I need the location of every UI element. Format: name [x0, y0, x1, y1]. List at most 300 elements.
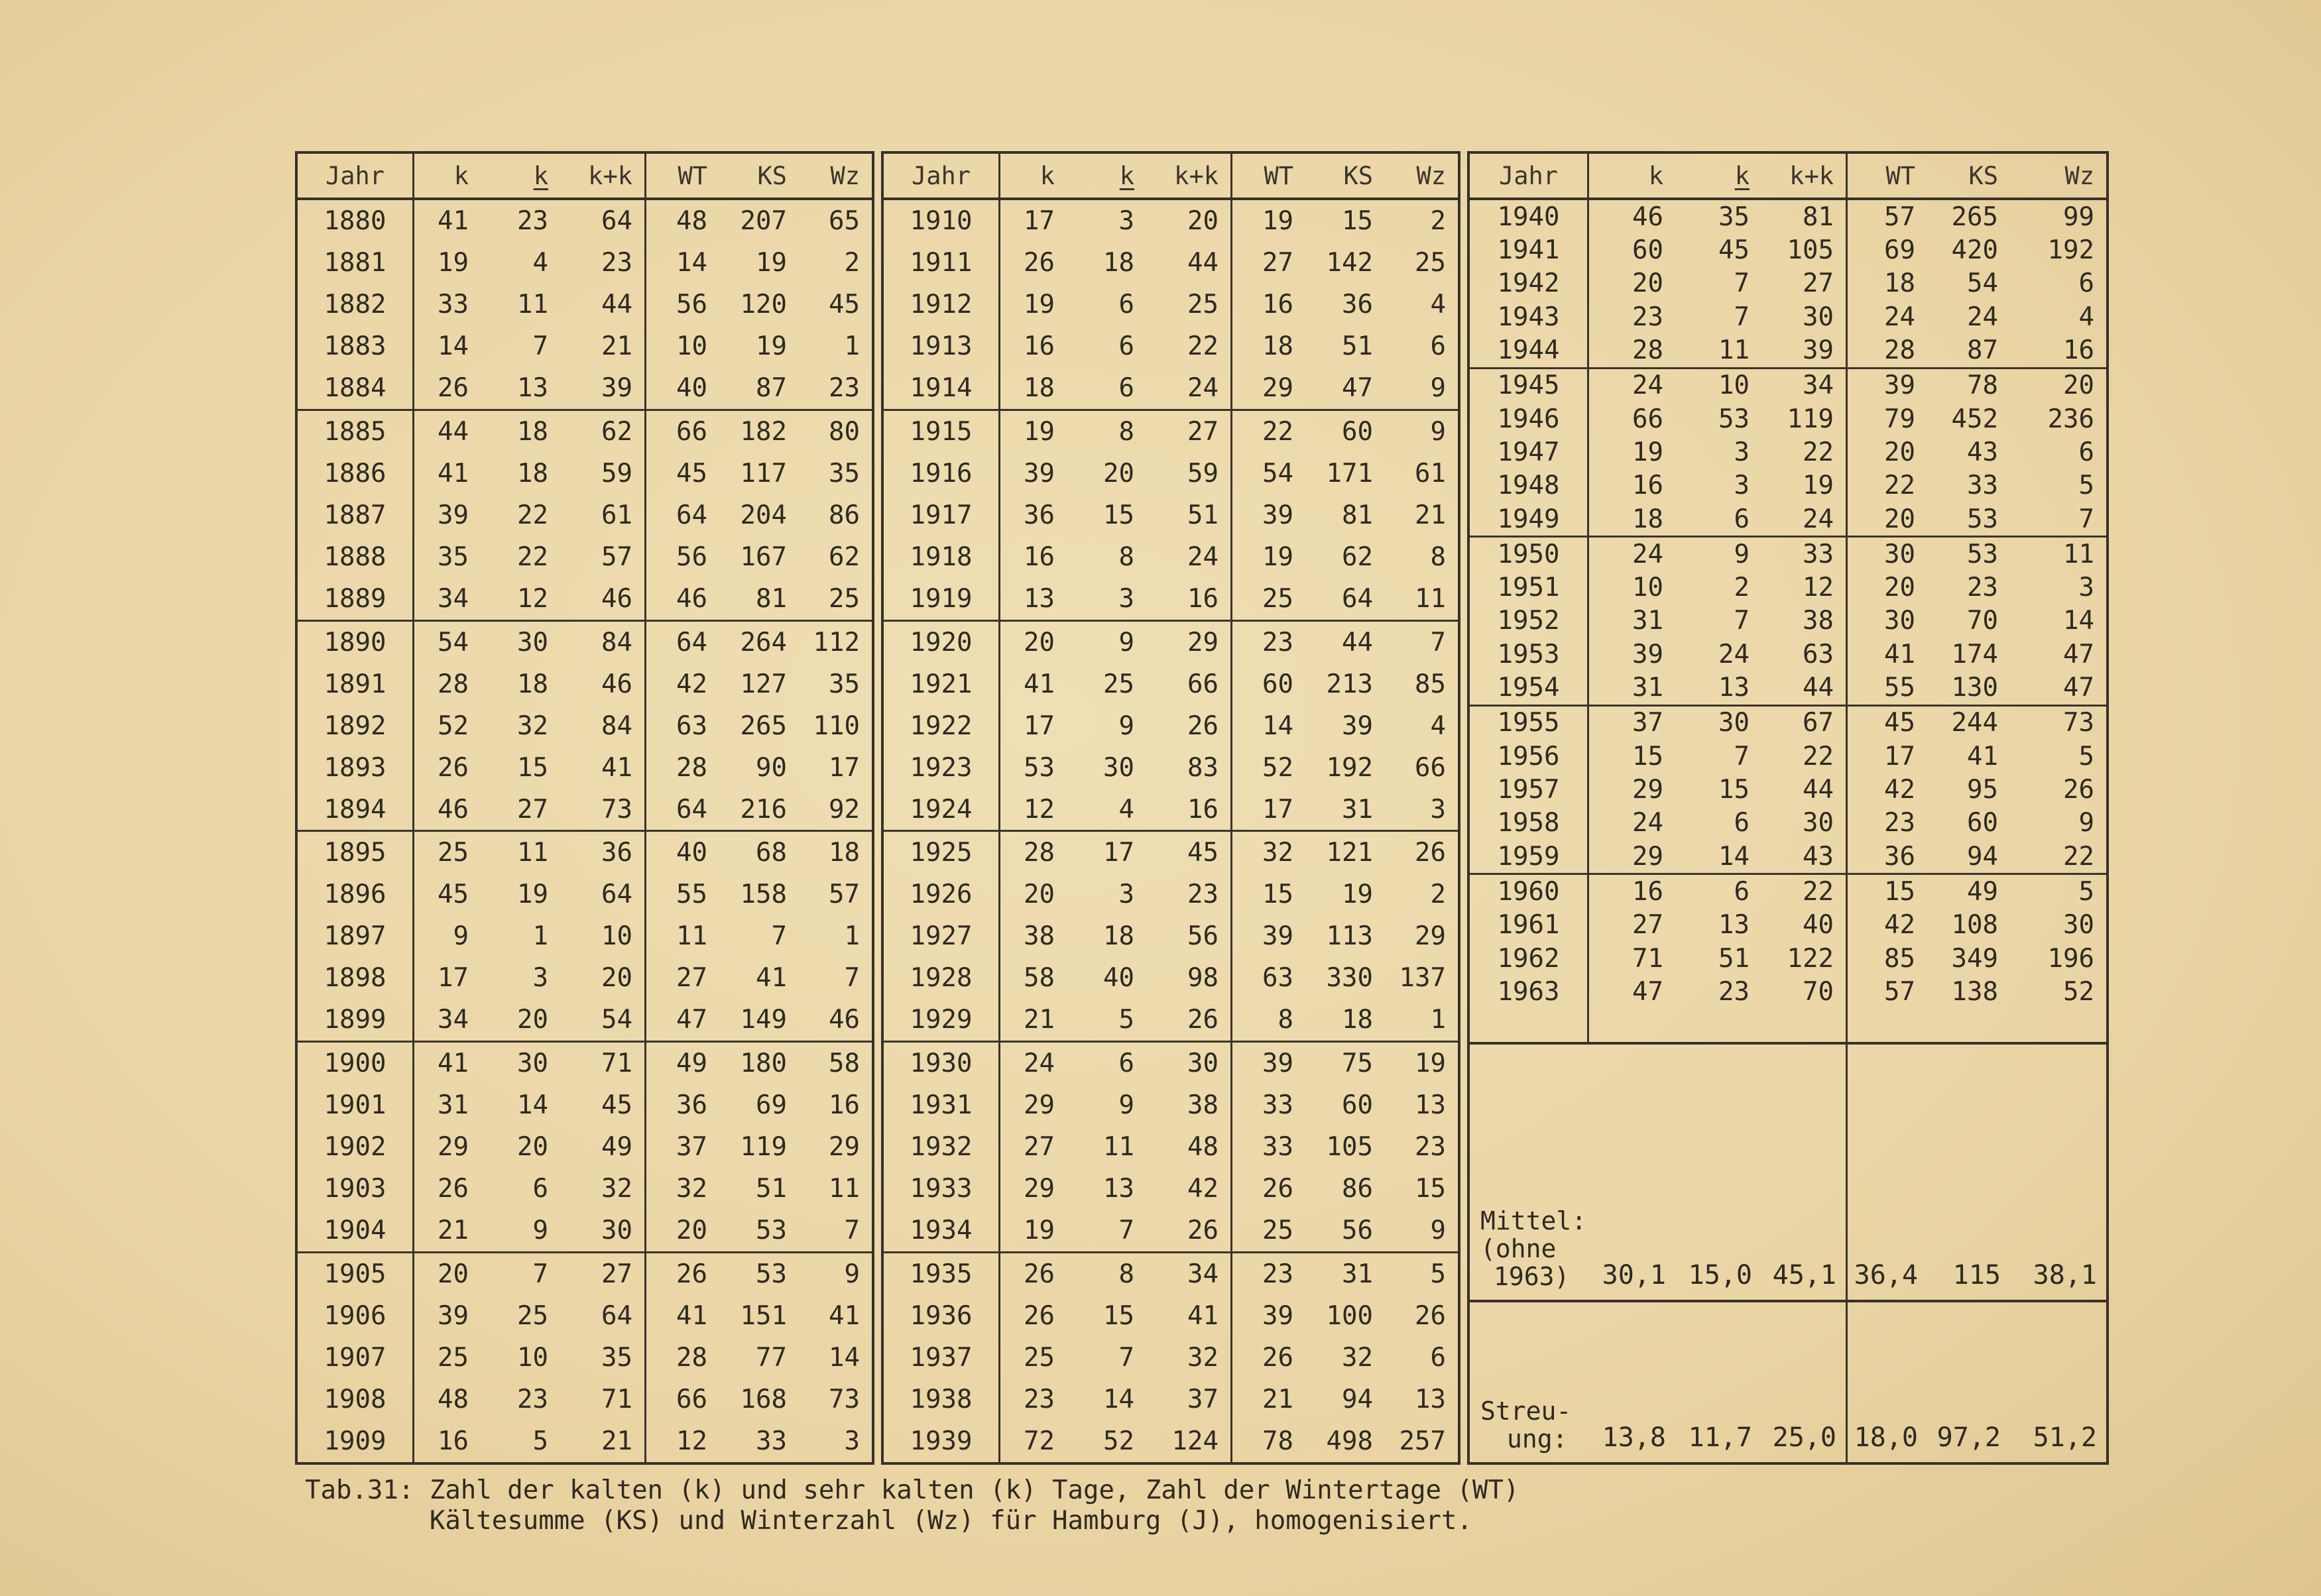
cell-k-plus-k: 48	[1146, 1126, 1232, 1168]
cell-k-plus-k: 63	[1761, 638, 1848, 671]
cell-wz: 18	[829, 838, 860, 868]
cell-wz: 4	[1430, 289, 1446, 319]
cell-wt: 15	[1262, 880, 1293, 910]
mittel-label-line3: 1963)	[1494, 1262, 1570, 1292]
mittel-wt: 36,4	[1854, 1260, 1918, 1291]
cell-wz: 92	[829, 794, 860, 825]
cell-k-plus-k: 43	[1761, 840, 1848, 873]
cell-k: 72	[1024, 1426, 1055, 1456]
cell-wz: 20	[2063, 370, 2094, 401]
cell-k: 25	[438, 838, 469, 868]
cell-ks: 70	[1967, 606, 1998, 636]
cell-k-plus-k: 34	[1146, 1253, 1232, 1295]
cell-k-plus-k: 62	[560, 411, 646, 453]
table-caption	[305, 1475, 1519, 1536]
cell-k: 29	[1632, 841, 1663, 872]
table-row	[1470, 571, 2106, 604]
cell-jahr: 1962	[1470, 942, 1589, 975]
cell-ks: 77	[756, 1343, 787, 1373]
table-row	[884, 705, 1458, 747]
table-row	[884, 789, 1458, 830]
cell-k-plus-k: 44	[1761, 773, 1848, 806]
cell-jahr: 1904	[298, 1210, 414, 1251]
cell-k-underlined: 18	[1103, 247, 1134, 278]
cell-k-plus-k: 66	[1146, 663, 1232, 705]
table-row	[1470, 402, 2106, 435]
cell-k-plus-k: 64	[560, 1295, 646, 1337]
cell-wt: 79	[1884, 404, 1915, 434]
cell-k: 17	[1024, 711, 1055, 741]
cell-jahr: 1963	[1470, 975, 1589, 1008]
cell-k-underlined: 18	[517, 416, 548, 447]
cell-wt: 48	[676, 205, 707, 236]
table-row	[298, 957, 872, 999]
row-group	[1470, 200, 2106, 367]
table-row	[884, 622, 1458, 663]
cell-k: 20	[1024, 627, 1055, 657]
cell-wz: 2	[1430, 205, 1446, 236]
cell-wz: 7	[844, 1216, 860, 1246]
cell-wt: 66	[676, 1385, 707, 1415]
cell-ks: 15	[1342, 205, 1373, 236]
cell-wz: 137	[1399, 963, 1446, 994]
cell-wz: 110	[813, 711, 860, 741]
header-k-plus-k: k+k	[560, 154, 646, 198]
cell-wz: 73	[829, 1385, 860, 1415]
cell-wz: 29	[829, 1132, 860, 1163]
cell-wt: 27	[1262, 247, 1293, 278]
cell-wz: 1	[844, 921, 860, 952]
cell-wt: 25	[1262, 1216, 1293, 1246]
cell-ks: 244	[1951, 708, 1998, 738]
header-jahr: Jahr	[884, 154, 1000, 198]
cell-jahr: 1931	[884, 1084, 1000, 1126]
table-row	[1470, 300, 2106, 333]
cell-wz: 73	[2063, 708, 2094, 738]
cell-k-underlined: 6	[1118, 331, 1134, 361]
cell-ks: 54	[1967, 268, 1998, 299]
table-row	[1470, 1009, 2106, 1042]
table-row	[298, 1043, 872, 1084]
table-row	[1470, 333, 2106, 367]
table-row	[298, 1379, 872, 1420]
cell-jahr: 1893	[298, 747, 414, 789]
cell-k: 18	[1024, 372, 1055, 403]
cell-jahr: 1897	[298, 915, 414, 957]
mittel-label-line2: (ohne	[1480, 1234, 1557, 1264]
cell-k-underlined: 8	[1118, 1259, 1134, 1290]
table-row	[1470, 233, 2106, 266]
cell-ks: 19	[756, 247, 787, 278]
table-row	[884, 1126, 1458, 1168]
cell-wz: 112	[813, 627, 860, 657]
cell-wt: 64	[676, 627, 707, 657]
cell-wt: 57	[1884, 201, 1915, 232]
cell-ks: 207	[740, 205, 787, 236]
cell-wt: 30	[1884, 606, 1915, 636]
cell-jahr: 1886	[298, 453, 414, 494]
cell-k-plus-k: 21	[560, 1420, 646, 1462]
table-row	[1470, 369, 2106, 402]
cell-k-underlined: 9	[1118, 1090, 1134, 1121]
cell-k: 34	[438, 583, 469, 614]
cell-ks: 32	[1342, 1343, 1373, 1373]
cell-ks: 43	[1967, 437, 1998, 467]
cell-jahr: 1915	[884, 411, 1000, 453]
cell-k-underlined: 6	[1734, 504, 1750, 534]
cell-k: 29	[1024, 1174, 1055, 1204]
table-row	[298, 1420, 872, 1462]
cell-ks: 53	[1967, 539, 1998, 569]
cell-k-underlined: 7	[1734, 606, 1750, 636]
cell-k-plus-k: 44	[1761, 671, 1848, 704]
cell-jahr: 1955	[1470, 707, 1589, 740]
row-group	[298, 200, 872, 409]
cell-wz: 7	[2078, 504, 2094, 534]
cell-k-underlined: 3	[532, 963, 548, 994]
cell-k-plus-k: 22	[1761, 435, 1848, 469]
cell-k: 48	[438, 1385, 469, 1415]
cell-k-plus-k: 22	[1146, 325, 1232, 367]
cell-jahr: 1933	[884, 1168, 1000, 1210]
header-k: k	[1648, 161, 1663, 190]
cell-jahr: 1941	[1470, 233, 1589, 266]
table-row	[298, 1168, 872, 1210]
summary-stats	[1470, 1042, 2106, 1462]
table-row	[1470, 773, 2106, 806]
cell-jahr: 1903	[298, 1168, 414, 1210]
cell-k: 33	[438, 289, 469, 319]
cell-ks: 53	[756, 1216, 787, 1246]
cell-wz: 14	[829, 1343, 860, 1373]
row-group	[298, 409, 872, 620]
cell-k: 23	[1632, 302, 1663, 332]
streuung-k-underlined: 11,7	[1688, 1422, 1752, 1453]
cell-wt: 23	[1262, 1259, 1293, 1290]
cell-k-plus-k: 64	[560, 874, 646, 915]
cell-jahr: 1883	[298, 325, 414, 367]
cell-k-plus-k: 51	[1146, 494, 1232, 536]
cell-wt: 11	[676, 921, 707, 952]
cell-wt: 26	[1262, 1343, 1293, 1373]
cell-k: 39	[438, 500, 469, 530]
cell-jahr: 1894	[298, 789, 414, 830]
cell-jahr: 1881	[298, 242, 414, 284]
table-row	[298, 915, 872, 957]
cell-k: 29	[1024, 1090, 1055, 1121]
cell-k-plus-k: 35	[560, 1337, 646, 1379]
cell-k-underlined: 32	[517, 711, 548, 741]
cell-wz: 257	[1399, 1426, 1446, 1456]
cell-ks: 130	[1951, 673, 1998, 703]
cell-ks: 90	[756, 752, 787, 783]
cell-jahr: 1938	[884, 1379, 1000, 1420]
cell-k: 20	[1632, 268, 1663, 299]
cell-ks: 138	[1951, 976, 1998, 1007]
table-row	[1470, 975, 2106, 1008]
cell-wt: 47	[676, 1005, 707, 1035]
cell-wz: 5	[1430, 1259, 1446, 1290]
cell-jahr: 1936	[884, 1295, 1000, 1337]
cell-wt: 17	[1262, 794, 1293, 825]
cell-wz: 6	[2078, 437, 2094, 467]
cell-jahr: 1909	[298, 1420, 414, 1462]
row-group	[884, 409, 1458, 620]
cell-wt: 10	[676, 331, 707, 361]
cell-wz: 5	[2078, 741, 2094, 771]
cell-wz: 2	[844, 247, 860, 278]
cell-k-plus-k: 38	[1146, 1084, 1232, 1126]
cell-k-underlined: 13	[1103, 1174, 1134, 1204]
cell-k-plus-k: 27	[1146, 411, 1232, 453]
cell-k: 52	[438, 711, 469, 741]
table-row	[884, 1084, 1458, 1126]
cell-jahr: 1900	[298, 1043, 414, 1084]
cell-k: 19	[1024, 416, 1055, 447]
cell-ks: 94	[1967, 841, 1998, 872]
cell-jahr: 1960	[1470, 875, 1589, 908]
cell-k-plus-k: 36	[560, 832, 646, 874]
cell-wt: 20	[1884, 437, 1915, 467]
cell-k-underlined: 3	[1734, 471, 1750, 501]
cell-wt: 69	[1884, 235, 1915, 265]
cell-k-underlined: 19	[517, 880, 548, 910]
cell-k-plus-k: 22	[1761, 875, 1848, 908]
cell-wt: 39	[1884, 370, 1915, 401]
cell-k: 21	[438, 1216, 469, 1246]
cell-k-plus-k: 24	[1761, 502, 1848, 536]
cell-k-plus-k: 33	[1761, 538, 1848, 571]
cell-wt: 28	[676, 1343, 707, 1373]
row-group	[298, 1251, 872, 1462]
cell-wt: 24	[1884, 302, 1915, 332]
cell-k: 41	[438, 458, 469, 488]
cell-wz	[2010, 1009, 2106, 1042]
cell-wt: 22	[1884, 471, 1915, 501]
table-body	[298, 200, 872, 1462]
cell-k: 28	[1632, 335, 1663, 365]
cell-k-plus-k: 46	[560, 578, 646, 620]
cell-k: 16	[438, 1426, 469, 1456]
header-k: k	[453, 161, 469, 190]
cell-k: 14	[438, 331, 469, 361]
row-group	[1470, 873, 2106, 1042]
cell-k: 58	[1024, 963, 1055, 994]
cell-wz: 6	[1430, 331, 1446, 361]
cell-k-plus-k: 30	[560, 1210, 646, 1251]
cell-ks: 87	[1967, 335, 1998, 365]
cell-wz: 61	[1415, 458, 1446, 488]
cell-wz: 13	[1415, 1090, 1446, 1121]
cell-jahr: 1958	[1470, 807, 1589, 840]
cell-wt: 26	[1262, 1174, 1293, 1204]
cell-ks: 41	[1967, 741, 1998, 771]
cell-wz: 7	[844, 963, 860, 994]
table-row	[298, 494, 872, 536]
cell-k: 29	[1632, 775, 1663, 805]
cell-wz: 6	[2078, 268, 2094, 299]
row-group	[1470, 367, 2106, 536]
cell-wt: 42	[1884, 775, 1915, 805]
cell-k-plus-k: 42	[1146, 1168, 1232, 1210]
cell-jahr: 1885	[298, 411, 414, 453]
cell-ks: 167	[740, 542, 787, 572]
cell-k-underlined: 30	[517, 627, 548, 657]
cell-wt: 30	[1884, 539, 1915, 569]
cell-wt: 41	[676, 1301, 707, 1332]
cell-k-underlined: 22	[517, 542, 548, 572]
cell-jahr: 1892	[298, 705, 414, 747]
cell-k-underlined: 11	[517, 289, 548, 319]
cell-jahr: 1948	[1470, 469, 1589, 502]
cell-wz: 6	[1430, 1343, 1446, 1373]
table-row	[884, 957, 1458, 999]
cell-jahr: 1884	[298, 367, 414, 409]
cell-ks: 62	[1342, 542, 1373, 572]
cell-jahr: 1924	[884, 789, 1000, 830]
cell-jahr: 1901	[298, 1084, 414, 1126]
cell-k-plus-k: 54	[560, 999, 646, 1041]
cell-k: 26	[1024, 1259, 1055, 1290]
cell-k-plus-k: 83	[1146, 747, 1232, 789]
cell-wt: 21	[1262, 1385, 1293, 1415]
cell-wz: 26	[1415, 838, 1446, 868]
cell-jahr: 1888	[298, 536, 414, 578]
cell-ks: 19	[1342, 880, 1373, 910]
table-row	[884, 494, 1458, 536]
cell-wt: 22	[1262, 416, 1293, 447]
cell-jahr: 1939	[884, 1420, 1000, 1462]
cell-wz: 9	[1430, 372, 1446, 403]
cell-k-underlined: 13	[1718, 910, 1750, 940]
cell-jahr: 1910	[884, 200, 1000, 242]
header-wt: WT	[1264, 161, 1293, 190]
cell-ks: 81	[1342, 500, 1373, 530]
cell-jahr: 1929	[884, 999, 1000, 1041]
cell-k-plus-k: 32	[1146, 1337, 1232, 1379]
cell-k-underlined: 11	[517, 838, 548, 868]
cell-wt: 39	[1262, 921, 1293, 952]
cell-jahr: 1945	[1470, 369, 1589, 402]
cell-k-plus-k: 39	[560, 367, 646, 409]
data-table	[295, 151, 2109, 1465]
table-row	[298, 1210, 872, 1251]
cell-k-plus-k: 44	[1146, 242, 1232, 284]
cell-k-plus-k: 70	[1761, 975, 1848, 1008]
mittel-k-underlined: 15,0	[1688, 1260, 1752, 1291]
row-group	[298, 830, 872, 1041]
cell-jahr: 1912	[884, 284, 1000, 325]
cell-k-underlined: 7	[532, 331, 548, 361]
table-row	[298, 874, 872, 915]
cell-k-underlined: 30	[517, 1049, 548, 1079]
cell-jahr: 1889	[298, 578, 414, 620]
cell-k-plus-k: 46	[560, 663, 646, 705]
cell-k-plus-k: 22	[1761, 740, 1848, 773]
cell-k-underlined: 9	[1118, 711, 1134, 741]
cell-k-plus-k: 19	[1761, 469, 1848, 502]
cell-jahr: 1942	[1470, 267, 1589, 300]
table-row	[884, 747, 1458, 789]
cell-k: 15	[1632, 741, 1663, 771]
cell-k: 24	[1632, 539, 1663, 569]
table-row	[884, 411, 1458, 453]
cell-wt: 40	[676, 372, 707, 403]
cell-jahr: 1890	[298, 622, 414, 663]
cell-k-underlined: 30	[1718, 708, 1750, 738]
cell-wz: 86	[829, 500, 860, 530]
cell-k: 71	[1632, 943, 1663, 974]
header-wz: Wz	[1416, 161, 1446, 190]
table-row	[1470, 267, 2106, 300]
cell-jahr: 1899	[298, 999, 414, 1041]
cell-k-underlined: 11	[1103, 1132, 1134, 1163]
cell-wt: 55	[676, 880, 707, 910]
caption-line-1: Tab.31: Zahl der kalten (k) und sehr kalten (k) Tage, Zahl der Wintertage (WT)	[305, 1475, 1519, 1505]
table-row	[884, 999, 1458, 1041]
header-ks: KS	[757, 161, 787, 190]
cell-wz: 1	[844, 331, 860, 361]
cell-k-plus-k: 34	[1761, 369, 1848, 402]
cell-ks: 151	[740, 1301, 787, 1332]
cell-k-underlined: 51	[1718, 943, 1750, 974]
cell-k-underlined: 20	[1103, 458, 1134, 488]
cell-k-underlined: 9	[532, 1216, 548, 1246]
table-row	[884, 578, 1458, 620]
cell-wt: 19	[1262, 542, 1293, 572]
cell-k-plus-k: 98	[1146, 957, 1232, 999]
streuung-label-line1: Streu-	[1480, 1396, 1572, 1426]
cell-ks: 51	[756, 1174, 787, 1204]
cell-wz: 62	[829, 542, 860, 572]
table-row	[884, 242, 1458, 284]
cell-wt: 78	[1262, 1426, 1293, 1456]
cell-jahr: 1954	[1470, 671, 1589, 704]
header-jahr: Jahr	[1470, 154, 1589, 198]
cell-wz: 11	[829, 1174, 860, 1204]
table-row	[1470, 707, 2106, 740]
row-group	[884, 1041, 1458, 1251]
cell-k: 53	[1024, 752, 1055, 783]
cell-k-plus-k: 27	[1761, 267, 1848, 300]
cell-k-plus-k: 24	[1146, 536, 1232, 578]
table-row	[298, 578, 872, 620]
cell-k-plus-k: 29	[1146, 622, 1232, 663]
cell-jahr: 1919	[884, 578, 1000, 620]
cell-k-plus-k: 40	[1761, 909, 1848, 942]
cell-ks: 265	[740, 711, 787, 741]
cell-k-underlined: 15	[517, 752, 548, 783]
cell-k: 31	[1632, 606, 1663, 636]
cell-k-underlined: 7	[1734, 741, 1750, 771]
cell-ks: 149	[740, 1005, 787, 1035]
cell-k-plus-k: 16	[1146, 578, 1232, 620]
cell-wz: 66	[1415, 752, 1446, 783]
cell-wt: 33	[1262, 1132, 1293, 1163]
cell-jahr: 1943	[1470, 300, 1589, 333]
cell-k: 27	[1024, 1132, 1055, 1163]
cell-ks: 119	[740, 1132, 787, 1163]
cell-k-plus-k: 26	[1146, 1210, 1232, 1251]
cell-wt: 45	[1884, 708, 1915, 738]
table-row	[1470, 909, 2106, 942]
cell-k-underlined: 15	[1718, 775, 1750, 805]
table-row	[298, 453, 872, 494]
cell-k-plus-k: 32	[560, 1168, 646, 1210]
cell-k: 28	[1024, 838, 1055, 868]
cell-jahr: 1947	[1470, 435, 1589, 469]
cell-wt: 16	[1262, 289, 1293, 319]
